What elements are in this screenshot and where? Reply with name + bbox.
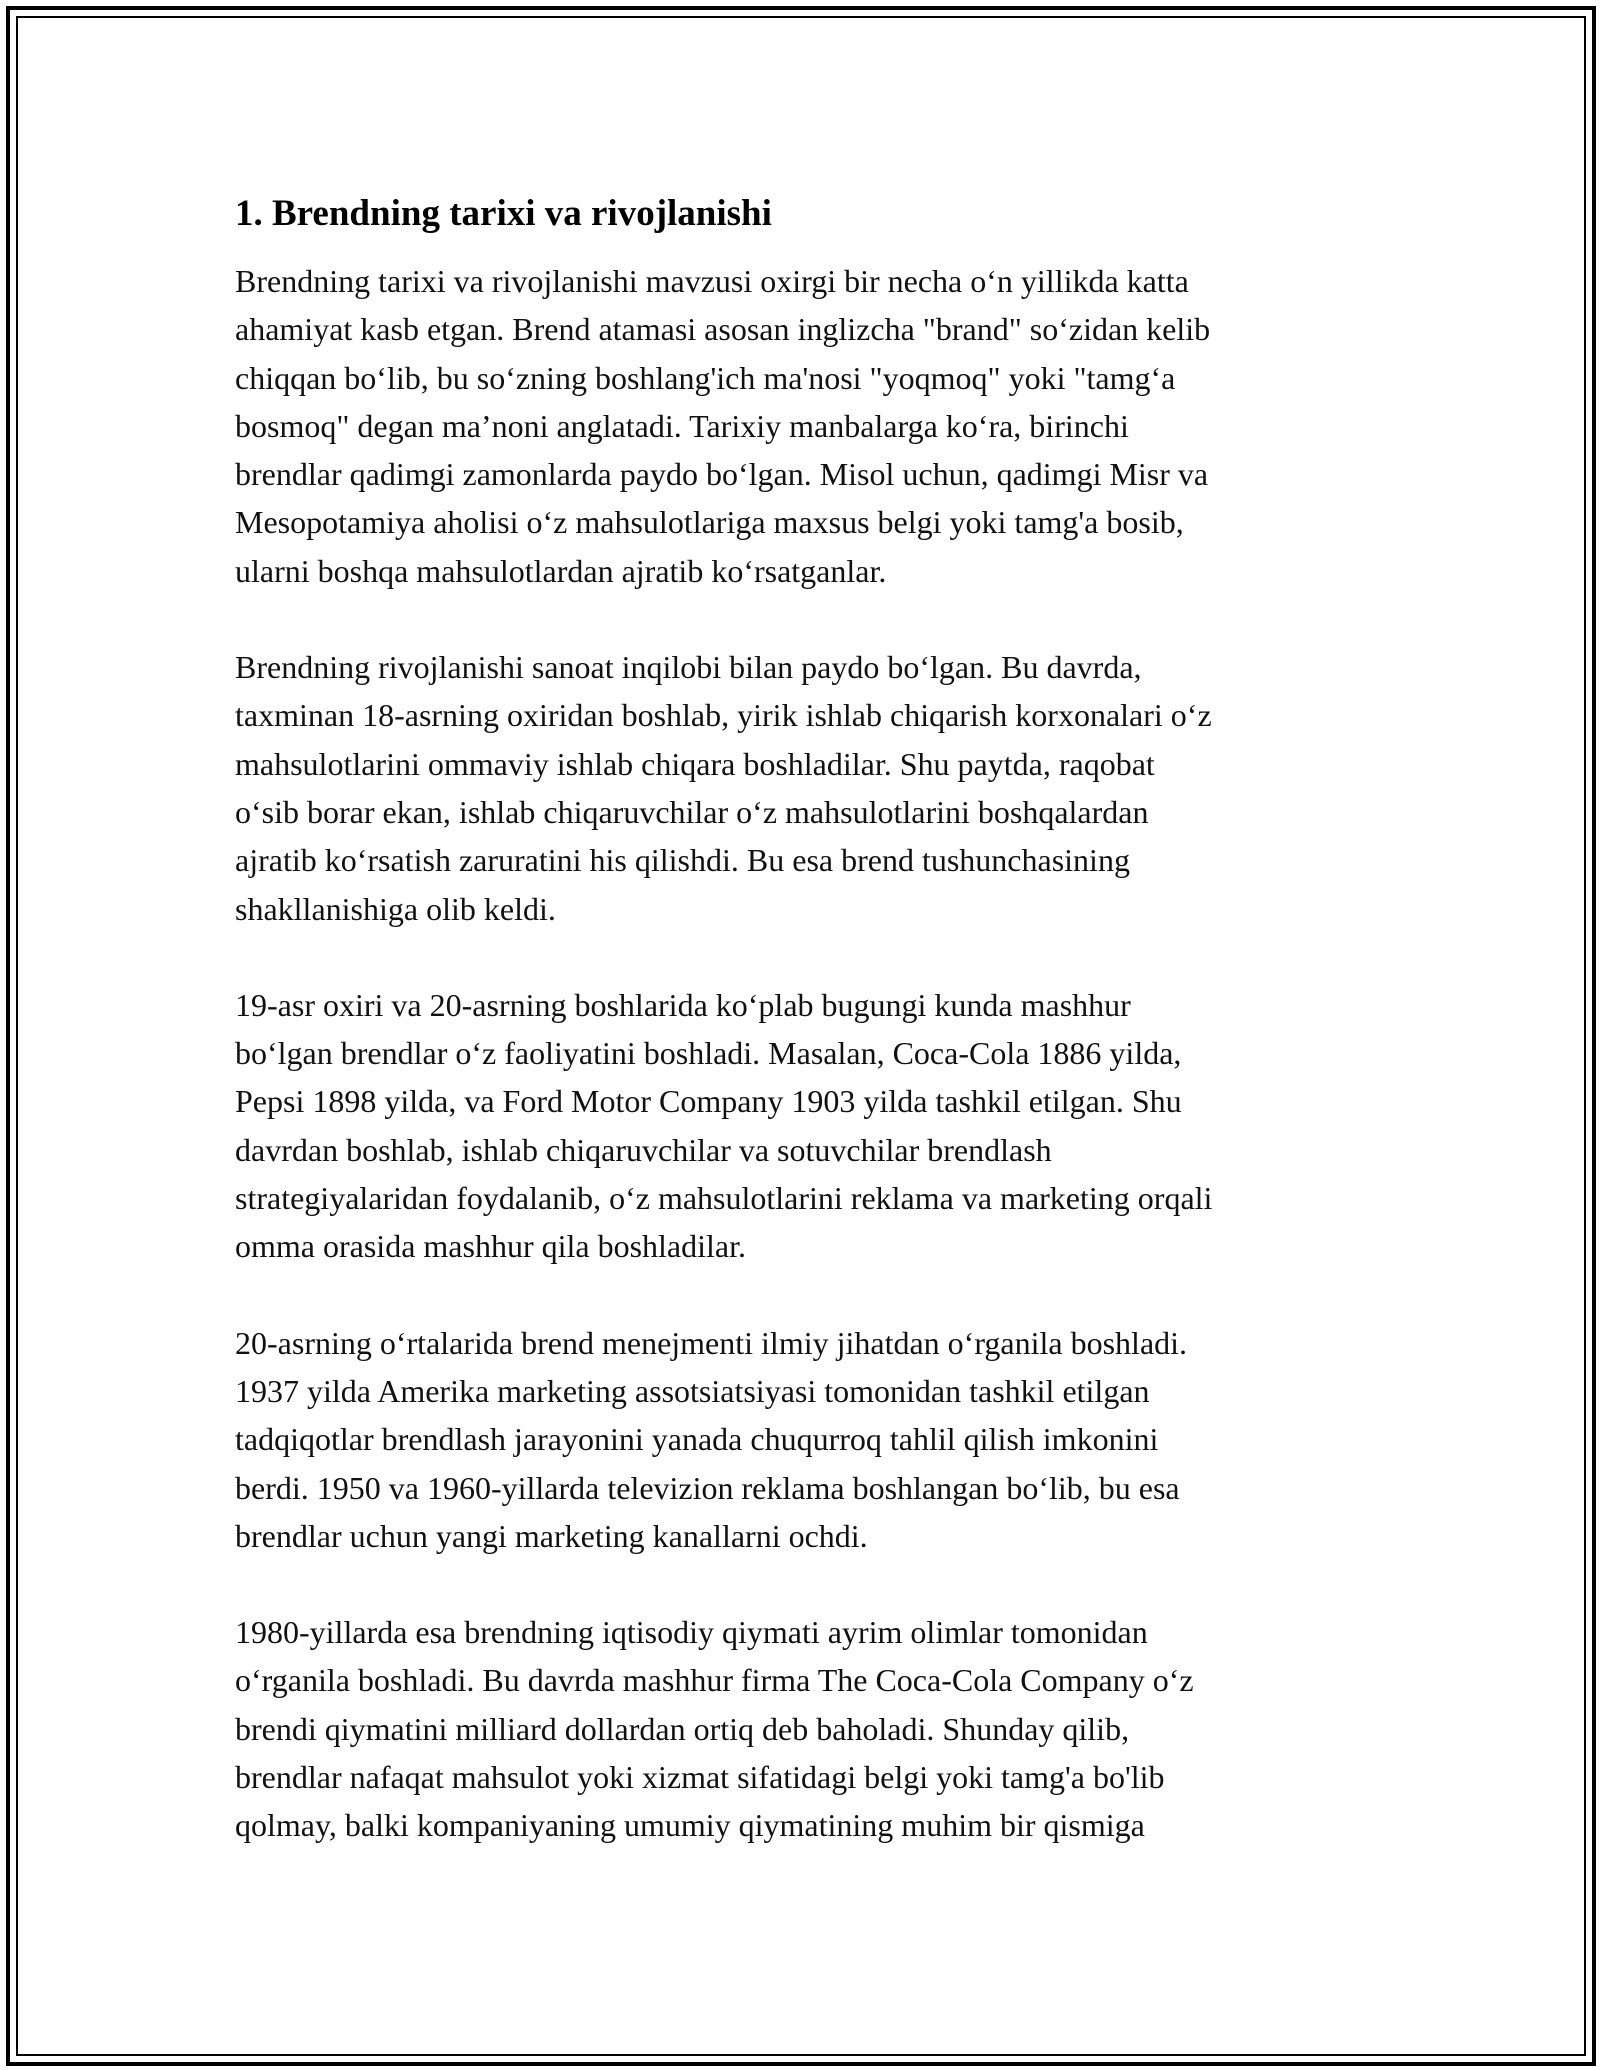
paragraph-3: 19-asr oxiri va 20-asrning boshlarida ko‘plab bugungi kunda mashhur bo‘lgan brendlar o‘z faoliyatini boshladi. Masalan, Coca-Cola 1886 yilda, Pepsi 1898 yilda, va Ford Motor Company 1903 yilda tashkil etilgan. Shu davrdan boshlab, ishlab chiqaruvchilar va sotuvchilar brendlash strategiyalaridan foydalanib, o‘z mahsulotlarini reklama va marketing orqali omma orasida mashhur qila boshladilar. [235,986,1213,1265]
paragraph-4: 20-asrning o‘rtalarida brend menejmenti ilmiy jihatdan o‘rganila boshladi. 1937 yilda Amerika marketing assotsiatsiyasi tomonidan tashkil etilgan tadqiqotlar brendlash jarayonini yanada chuqurroq tahlil qilish imkonini berdi. 1950 va 1960-yillarda televizion reklama boshlangan bo‘lib, bu esa brendlar uchun yangi marketing kanallarni ochdi. [235,1324,1188,1554]
paragraph-1: Brendning tarixi va rivojlanishi mavzusi oxirgi bir necha o‘n yillikda katta ahamiyat kasb etgan. Brend atamasi asosan inglizcha "brand" so‘zidan kelib chiqqan bo‘lib, bu so‘zning boshlang'ich ma'nosi "yoqmoq" yoki "tamg‘a bosmoq" degan ma’noni anglatadi. Tarixiy manbalarga ko‘ra, birinchi brendlar qadimgi zamonlarda paydo bo‘lgan. Misol uchun, qadimgi Misr va Mesopotamiya aholisi o‘z mahsulotlariga maxsus belgi yoki tamg'a bosib, ularni boshqa mahsulotlardan ajratib ko‘rsatganlar. [235,263,1211,589]
document-body [235,185,1365,1898]
section-heading: 1. Brendning tarixi va rivojlanishi [235,193,772,234]
paragraph-5: 1980-yillarda esa brendning iqtisodiy qiymati ayrim olimlar tomonidan o‘rganila boshladi. Bu davrda mashhur firma The Coca-Cola Company o‘z brendi qiymatini milliard dollardan ortiq deb baholadi. Shunday qilib, brendlar nafaqat mahsulot yoki xizmat sifatidagi belgi yoki tamg'a bo'lib qolmay, balki kompaniyaning umumiy qiymatining muhim bir qismiga [235,1614,1194,1844]
paragraph-2: Brendning rivojlanishi sanoat inqilobi bilan paydo bo‘lgan. Bu davrda, taxminan 18-asrning oxiridan boshlab, yirik ishlab chiqarish korxonalari o‘z mahsulotlarini ommaviy ishlab chiqara boshladilar. Shu paytda, raqobat o‘sib borar ekan, ishlab chiqaruvchilar o‘z mahsulotlarini boshqalardan ajratib ko‘rsatish zaruratini his qilishdi. Bu esa brend tushunchasining shakllanishiga olib keldi. [235,649,1212,927]
